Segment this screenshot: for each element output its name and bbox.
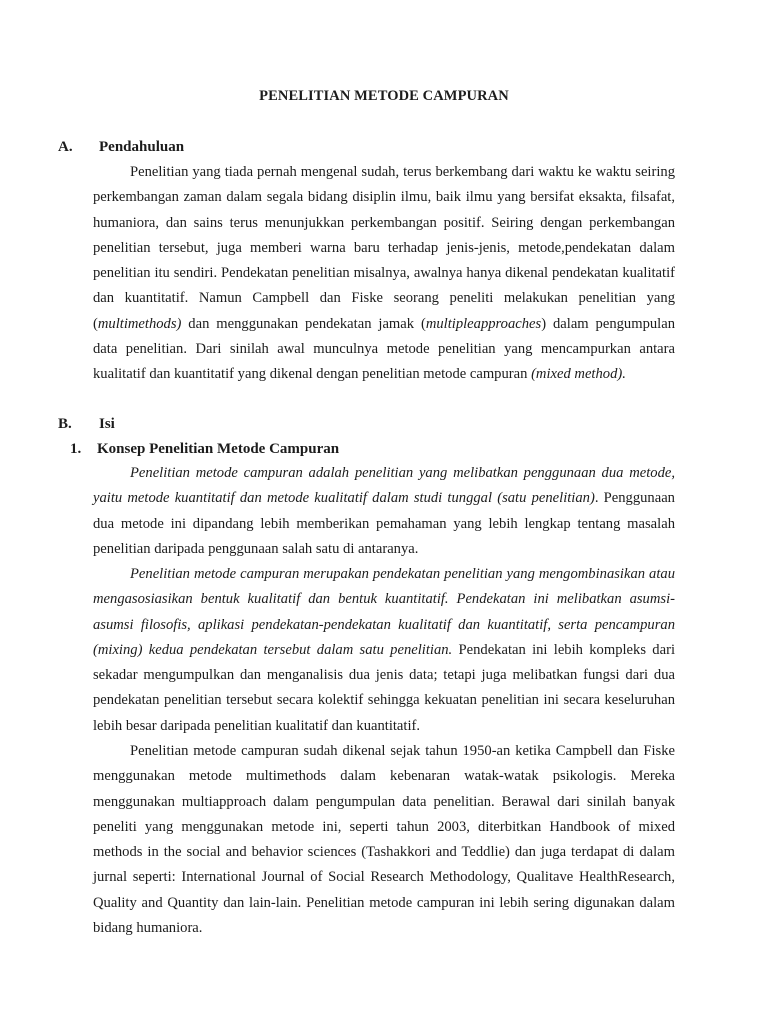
text-run: . Penggunaan dua metode ini dipandang lebih memberikan pemahaman yang lebih lengkap tentang masalah penelitian daripada penggunaan salah satu di antaranya. <box>93 490 675 557</box>
subsection-1-paragraph-1 <box>93 461 675 562</box>
text-run: Pendekatan ini lebih kompleks dari sekadar mengumpulkan dan menganalisis dua jenis data; tetapi juga melibatkan fungsi dari dua pendekatan penelitian tersebut secara kolektif sehingga kekuatan penelitian ini secara keseluruhan lebih besar daripada penelitian kualitatif dan kuantitatif. <box>93 641 675 734</box>
subsection-1-paragraph-2 <box>93 562 675 739</box>
text-run: Penelitian yang tiada pernah mengenal sudah, terus berkembang dari waktu ke waktu seiring perkembangan zaman dalam segala bidang disiplin ilmu, baik ilmu yang bersifat eksakta, filsafat, humaniora, dan sains terus menunjukkan perkembangan positif. Seiring dengan perkembangan penelitian tersebut, juga memberi warna baru terhadap jenis-jenis, metode,pendekatan dalam penelitian itu sendiri. Pendekatan penelitian misalnya, awalnya hanya dikenal pendekatan kualitatif dan kuantitatif. Namun Campbell dan Fiske seorang peneliti melakukan penelitian yang ( <box>93 164 675 332</box>
subsection-1-title: Konsep Penelitian Metode Campuran <box>97 441 340 457</box>
italic-run: Penelitian metode campuran merupakan pendekatan penelitian yang mengombinasikan atau mengasosiasikan bentuk kualitatif dan bentuk kuantitatif. Pendekatan ini melibatkan asumsi-asumsi filosofis, aplikasi pendekatan-pendekatan kualitatif dan kuantitatif, serta pencampuran (mixing) kedua pendekatan tersebut dalam satu penelitian. <box>93 566 675 658</box>
text-run: Penelitian metode campuran sudah dikenal sejak tahun 1950-an ketika Campbell dan Fiske menggunakan metode multimethods dalam kebenaran watak-watak psikologis. Mereka menggunakan multiapproach dalam pengumpulan data penelitian. Berawal dari sinilah banyak peneliti yang menggunakan metode ini, seperti tahun 2003, diterbitkan Handbook of mixed methods in the social and behavior sciences (Tashakkori and Teddlie) dan juga terdapat di dalam jurnal seperti: International Journal of Social Research Methodology, Qualitave HealthResearch, Quality and Quantity dan lain-lain. Penelitian metode campuran ini lebih sering digunakan dalam bidang humaniora. <box>93 743 675 937</box>
italic-run: (mixed method). <box>531 366 626 383</box>
text-run: ) dalam pengumpulan data penelitian. Dari sinilah awal munculnya metode penelitian yang mencampurkan antara kualitatif dan kuantitatif yang dikenal dengan penelitian metode campuran <box>93 315 675 383</box>
italic-run: Penelitian metode campuran adalah penelitian yang melibatkan penggunaan dua metode, yaitu metode kuantitatif dan metode kualitatif dalam studi tunggal (satu penelitian) <box>93 465 675 507</box>
italic-run: multipleapproaches <box>425 315 542 332</box>
section-a-title: Pendahuluan <box>99 139 185 155</box>
section-b-title: Isi <box>99 416 115 432</box>
text-run: dan menggunakan pendekatan jamak ( <box>181 315 426 332</box>
subsection-1-marker: 1. <box>70 441 82 457</box>
section-b-marker: B. <box>58 416 72 432</box>
section-a-paragraph <box>93 160 675 388</box>
section-a-marker: A. <box>58 139 73 155</box>
document-title: PENELITIAN METODE CAMPURAN <box>259 88 509 104</box>
subsection-1-paragraph-3 <box>93 739 675 941</box>
italic-run: multimethods) <box>97 315 182 332</box>
